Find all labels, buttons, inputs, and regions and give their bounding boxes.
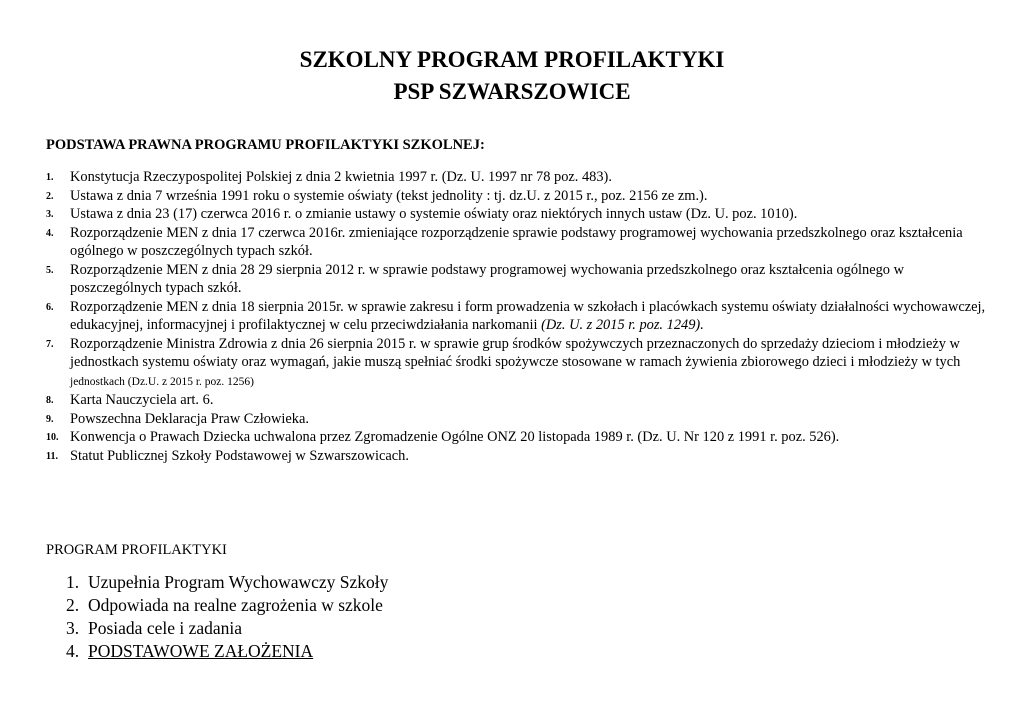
legal-item-number: 1. [46, 172, 54, 183]
legal-item-2 [46, 187, 986, 206]
legal-item-text: Powszechna Deklaracja Praw Człowieka. [70, 410, 309, 427]
legal-item-number: 9. [46, 413, 54, 425]
program-item-2 [66, 594, 388, 617]
program-item-text: Posiada cele i zadania [88, 618, 243, 638]
legal-item-text: Konwencja o Prawach Dziecka uchwalona przez Zgromadzenie Ogólne ONZ 20 listopada 1989 r. (Dz. U. Nr 120 z 1991 r. poz. 526). [70, 429, 840, 445]
legal-item-8 [46, 391, 986, 410]
legal-item-11 [46, 447, 986, 466]
legal-item-10 [46, 428, 986, 447]
program-item-text: PODSTAWOWE ZAŁOŻENIA [88, 641, 314, 661]
legal-item-text: Statut Publicznej Szkoły Podstawowej w Szwarszowicach. [70, 447, 409, 464]
program-item-4 [66, 640, 388, 663]
legal-item-6 [46, 298, 986, 335]
legal-item-number: 10. [46, 432, 59, 443]
legal-item-reference: jednostkach (Dz.U. z 2015 r. poz. 1256) [70, 375, 254, 388]
legal-item-4 [46, 224, 986, 261]
legal-item-number: 11. [46, 450, 58, 462]
legal-item-text: Ustawa z dnia 23 (17) czerwca 2016 r. o zmianie ustawy o systemie oświaty oraz niektórych innych ustaw (Dz. U. poz. 1010). [70, 206, 798, 222]
program-list [66, 571, 388, 663]
legal-basis-list [46, 168, 986, 465]
legal-item-text: Rozporządzenie MEN z dnia 28 29 sierpnia 2012 r. w sprawie podstawy programowej wychowania przedszkolnego oraz kształcenia ogólnego w poszczególnych typach szkół. [70, 261, 904, 296]
legal-item-number: 3. [46, 209, 54, 220]
program-item-text: Uzupełnia Program Wychowawczy Szkoły [88, 572, 389, 592]
program-item-1 [66, 571, 388, 594]
legal-item-9 [46, 410, 986, 429]
program-item-number: 3. [66, 618, 80, 638]
document-title-line1: SZKOLNY PROGRAM PROFILAKTYKI [299, 47, 725, 72]
legal-item-number: 5. [46, 264, 54, 276]
program-item-number: 2. [66, 595, 80, 615]
legal-item-text: Rozporządzenie MEN z dnia 17 czerwca 2016r. zmieniające rozporządzenie sprawie podstawy programowej wychowania przedszkolnego oraz kształcenia ogólnego w poszczególnych typach szkół. [70, 224, 963, 259]
legal-item-text: Karta Nauczyciela art. 6. [70, 392, 214, 408]
legal-item-number: 4. [46, 227, 54, 239]
legal-basis-heading: PODSTAWA PRAWNA PROGRAMU PROFILAKTYKI SZKOLNEJ: [46, 137, 485, 153]
legal-item-7 [46, 335, 986, 392]
program-item-number: 1. [66, 572, 80, 592]
legal-item-text: Ustawa z dnia 7 września 1991 roku o systemie oświaty (tekst jednolity : tj. dz.U. z 2015 r., poz. 2156 ze zm.). [70, 187, 708, 204]
legal-item-5 [46, 261, 986, 298]
legal-item-text: Rozporządzenie MEN z dnia 18 sierpnia 2015r. w sprawie zakresu i form prowadzenia w szkołach i placówkach systemu oświaty działalności wychowawczej, edukacyjnej, informacyjnej i profilaktycznej w celu przeciwdziałania narkomanii [70, 298, 986, 333]
legal-item-number: 2. [46, 190, 54, 202]
program-item-number: 4. [66, 641, 80, 661]
legal-item-text: Konstytucja Rzeczypospolitej Polskiej z dnia 2 kwietnia 1997 r. (Dz. U. 1997 nr 78 poz. 483). [70, 169, 612, 185]
program-item-text: Odpowiada na realne zagrożenia w szkole [88, 595, 383, 615]
program-item-3 [66, 617, 388, 640]
legal-item-reference: (Dz. U. z 2015 r. poz. 1249). [541, 317, 704, 333]
legal-item-1 [46, 168, 986, 187]
document-title-line2: PSP SZWARSZOWICE [393, 79, 631, 104]
legal-item-3 [46, 205, 986, 224]
legal-item-text: Rozporządzenie Ministra Zdrowia z dnia 26 sierpnia 2015 r. w sprawie grup środków spożywczych przeznaczonych do sprzedaży dzieciom i młodzieży w jednostkach systemu oświaty oraz wymagań, jakie muszą spełniać środki spożywcze stosowane w ramach żywienia zbiorowego dzieci i młodzieży w tych [70, 335, 961, 370]
legal-item-number: 7. [46, 338, 54, 350]
legal-item-number: 8. [46, 395, 54, 406]
program-heading: PROGRAM PROFILAKTYKI [46, 542, 227, 558]
legal-item-number: 6. [46, 301, 54, 313]
